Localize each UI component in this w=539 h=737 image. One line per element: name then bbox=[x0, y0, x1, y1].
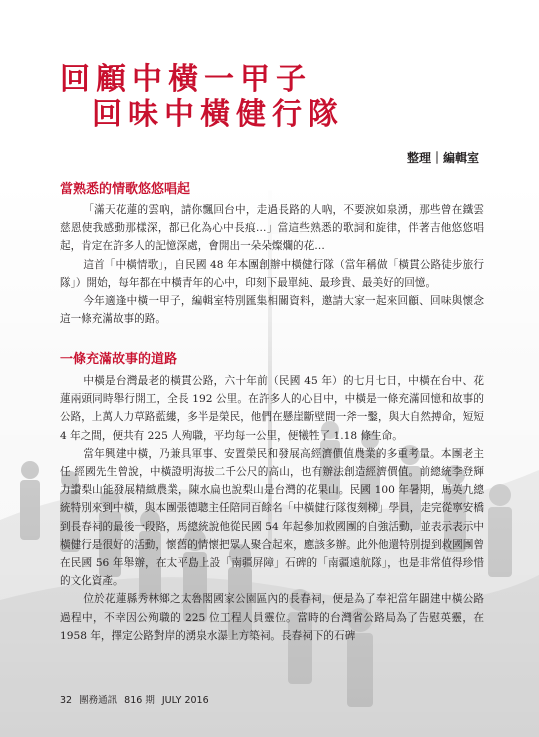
paragraph: 位於花蓮縣秀林鄉之太魯閣國家公園區內的長春祠，便是為了奉祀當年闢建中橫公路過程中，不幸因公殉職的 225 位工程人員靈位。當時的台灣省公路局為了告慰英靈，在 1958 年，擇定公路對岸的湧泉水瀑上方築祠。長春祠下的石碑 bbox=[60, 593, 484, 642]
issue-number: 816 期 bbox=[124, 695, 155, 706]
page-footer bbox=[60, 692, 209, 706]
section-2-body bbox=[60, 372, 484, 645]
page-number: 32 bbox=[60, 695, 73, 706]
main-title-line-2: 回味中橫健行隊 bbox=[92, 97, 344, 132]
paragraph: 「滿天花蓮的雲吶，請你飄回台中，走過長路的人吶，不要淚如泉湧，那些曾在鐵雲慈恩使我感動那樣深，都已化為心中長痕…」當這些熟悉的歌詞和旋律，伴著吉他悠悠唱起，肯定在許多人的記憶深處，會開出一朵朵燦爛的花… bbox=[60, 204, 484, 253]
byline: 整理｜編輯室 bbox=[406, 151, 479, 165]
paragraph: 當年興建中橫，乃兼具軍事、安置榮民和發展高經濟價值農業的多重考量。本團老主任 經國先生曾說，中橫證明海拔二千公尺的高山，也有辦法創造經濟價值。前總統李登輝力讚梨山能發展精緻農業，陳水扁也說梨山是台灣的花果山。民國 100 年暑期，馬英九總統特別來到中橫，與本團張德聰主任陪同百餘名「中橫健行隊復刻梯」學員，走完從寧安橋到長春祠的最後一段路，馬總統說他從民國 54 年起參加救國團的自強活動，並表示表示中橫健行是很好的活動，懷舊的情懷把眾人聚合起來，應該多辦。此外他還特別提到救國團曾在民國 56 年舉辦，在太平島上設「南疆屏障」石碑的「南疆遠航隊」，也是非常值得珍惜的文化資產。 bbox=[60, 447, 484, 588]
main-title-line-1: 回顧中橫一甲子 bbox=[60, 62, 312, 97]
paragraph: 這首「中橫情歌」，自民國 48 年本團創辦中橫健行隊（當年稱做「橫貫公路徒步旅行隊」）開始，每年都在中橫青年的心中，印刻下最單純、最珍貴、最美好的回憶。 bbox=[60, 258, 484, 289]
section-heading-2: 一條充滿故事的道路 bbox=[60, 352, 178, 367]
paragraph: 今年適逢中橫一甲子，編輯室特別匯集相關資料，邀請大家一起來回顧、回味與懷念這一條充滿故事的路。 bbox=[60, 295, 484, 326]
publication-name: 團務通訊 bbox=[79, 695, 118, 706]
paragraph: 中橫是台灣最老的橫貫公路，六十年前（民國 45 年）的七月七日，中橫在台中、花蓮兩頭同時舉行開工，全長 192 公里。在許多人的心目中，中橫是一條充滿回憶和故事的公路，上萬人力草路藍縷，多半是榮民，他們在懸崖斷壁間一斧一鑿，與大自然搏命，短短 4 年之間，便共有 225 人殉職，平均每一公里，便犧牲了 1.18 條生命。 bbox=[60, 375, 484, 442]
section-1-body bbox=[60, 201, 484, 328]
issue-date: JULY 2016 bbox=[161, 695, 209, 706]
section-heading-1: 當熟悉的情歌悠悠唱起 bbox=[60, 182, 191, 197]
